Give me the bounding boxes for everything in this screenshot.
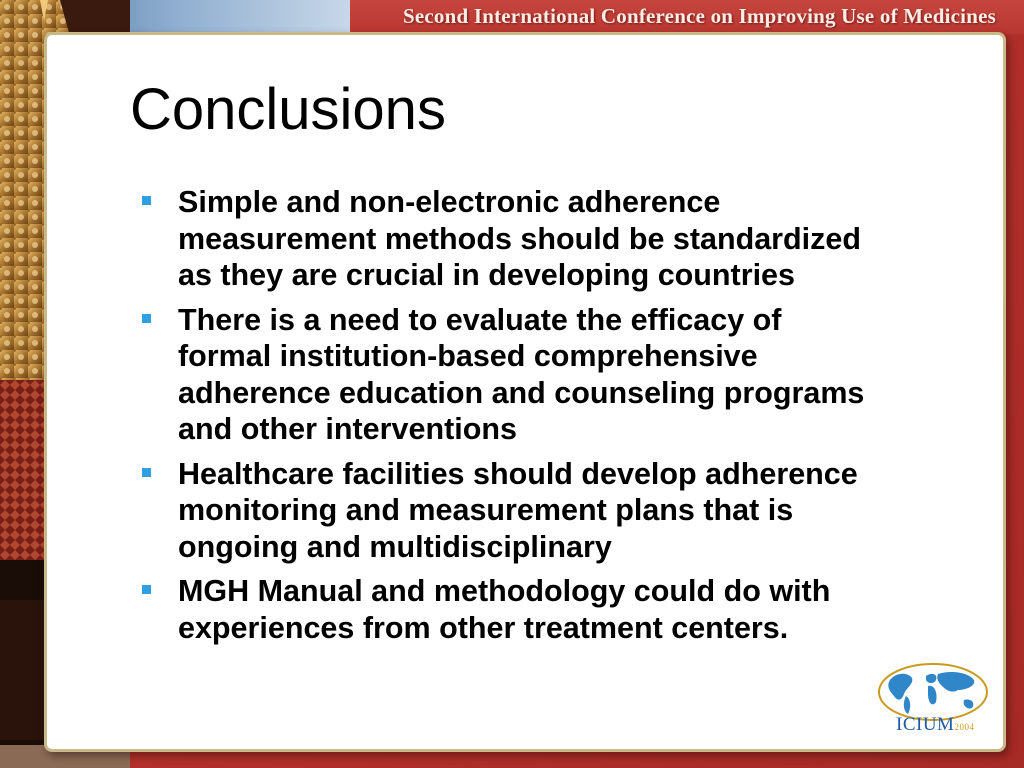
logo-year: 2004 [954, 722, 975, 732]
bullet-item [138, 456, 958, 566]
bullet-text: Simple and non-electronic adherence measurement methods should be standardized as they are crucial in developing countries [178, 185, 862, 292]
slide-title: Conclusions [130, 77, 446, 142]
world-map-icon [876, 662, 990, 722]
bullet-text: Healthcare facilities should develop adherence monitoring and measurement plans that is ongoing and multidisciplinary [178, 456, 858, 564]
square-bullet-icon [142, 314, 151, 323]
conference-banner [350, 0, 1024, 34]
conference-banner-text: Second International Conference on Improving Use of Medicines [403, 4, 996, 28]
square-bullet-icon [142, 468, 151, 477]
bullet-text: There is a need to evaluate the efficacy of formal institution-based comprehensive adherence education and counseling programs and other interventions [178, 302, 865, 446]
square-bullet-icon [142, 585, 151, 594]
logo-text [896, 714, 974, 736]
square-bullet-icon [142, 196, 151, 205]
bullet-item [138, 302, 958, 448]
bullet-list [138, 184, 958, 654]
bullet-item [138, 184, 958, 294]
bullet-text: MGH Manual and methodology could do with experiences from other treatment centers. [178, 574, 831, 645]
logo-name: ICIUM [896, 714, 955, 735]
icium-logo [876, 662, 990, 742]
bullet-item [138, 573, 958, 646]
